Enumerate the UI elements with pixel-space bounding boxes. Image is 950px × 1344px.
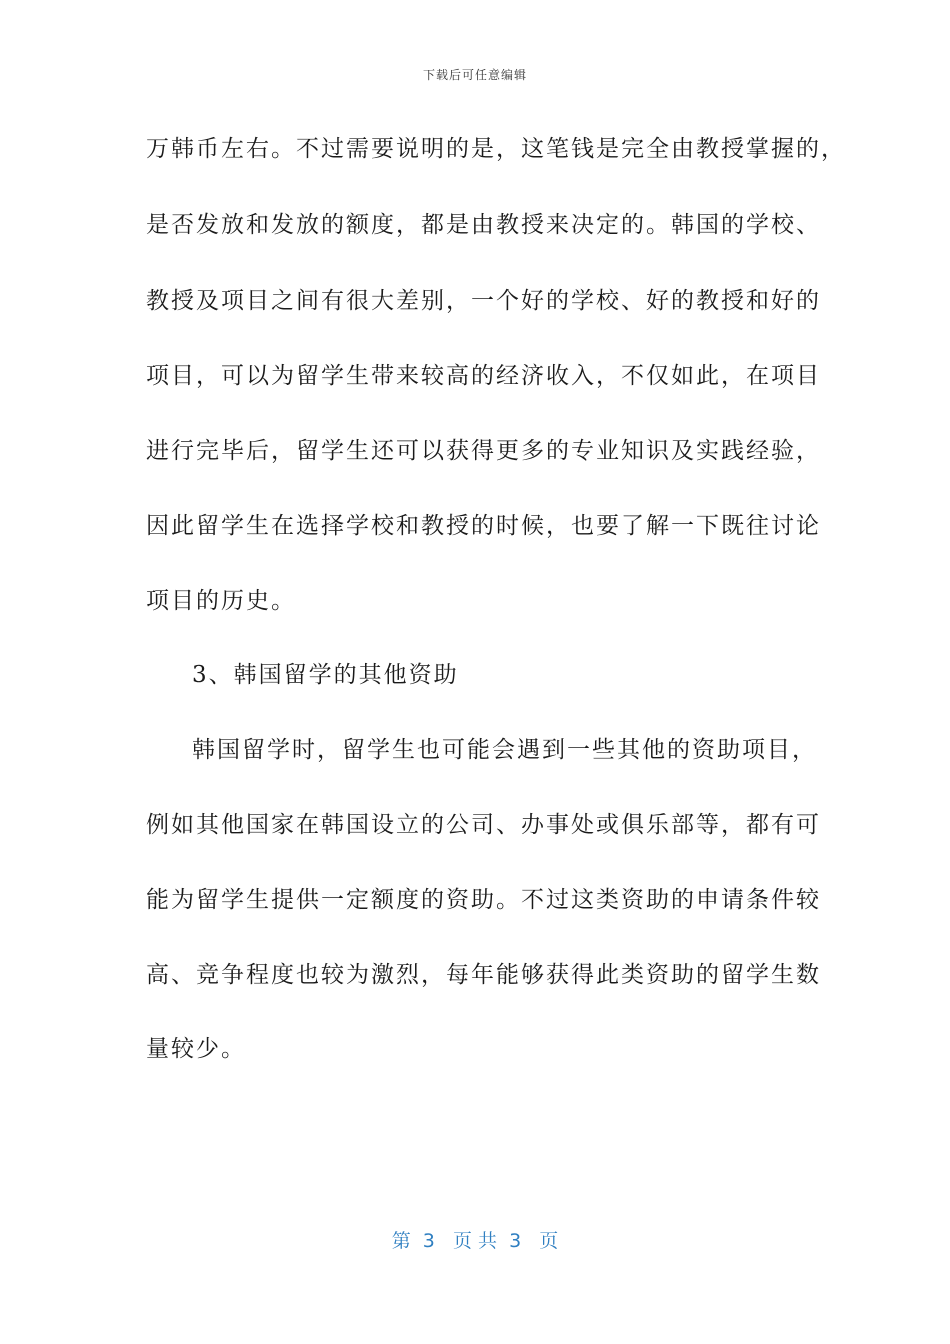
body-line: 例如其他国家在韩国设立的公司、办事处或俱乐部等，都有可 xyxy=(146,812,821,838)
body-line: 进行完毕后，留学生还可以获得更多的专业知识及实践经验， xyxy=(146,438,821,464)
body-line: 教授及项目之间有很大差别，一个好的学校、好的教授和好的 xyxy=(146,288,821,314)
body-line: 万韩币左右。不过需要说明的是，这笔钱是完全由教授掌握的， xyxy=(146,136,846,162)
body-line: 量较少。 xyxy=(146,1036,246,1062)
page-number-footer: 第 3 页 共 3 页 xyxy=(391,1230,559,1252)
body-line: 是否发放和发放的额度，都是由教授来决定的。韩国的学校、 xyxy=(146,212,821,238)
section-heading: 3、韩国留学的其他资助 xyxy=(192,662,459,688)
body-line: 项目，可以为留学生带来较高的经济收入，不仅如此，在项目 xyxy=(146,363,821,389)
body-line: 高、竞争程度也较为激烈，每年能够获得此类资助的留学生数 xyxy=(146,962,821,988)
page-header: 下载后可任意编辑 xyxy=(422,68,527,82)
body-line: 项目的历史。 xyxy=(146,588,296,614)
body-line: 能为留学生提供一定额度的资助。不过这类资助的申请条件较 xyxy=(146,887,821,913)
body-line: 韩国留学时，留学生也可能会遇到一些其他的资助项目， xyxy=(192,737,817,763)
body-line: 因此留学生在选择学校和教授的时候，也要了解一下既往讨论 xyxy=(146,513,821,539)
